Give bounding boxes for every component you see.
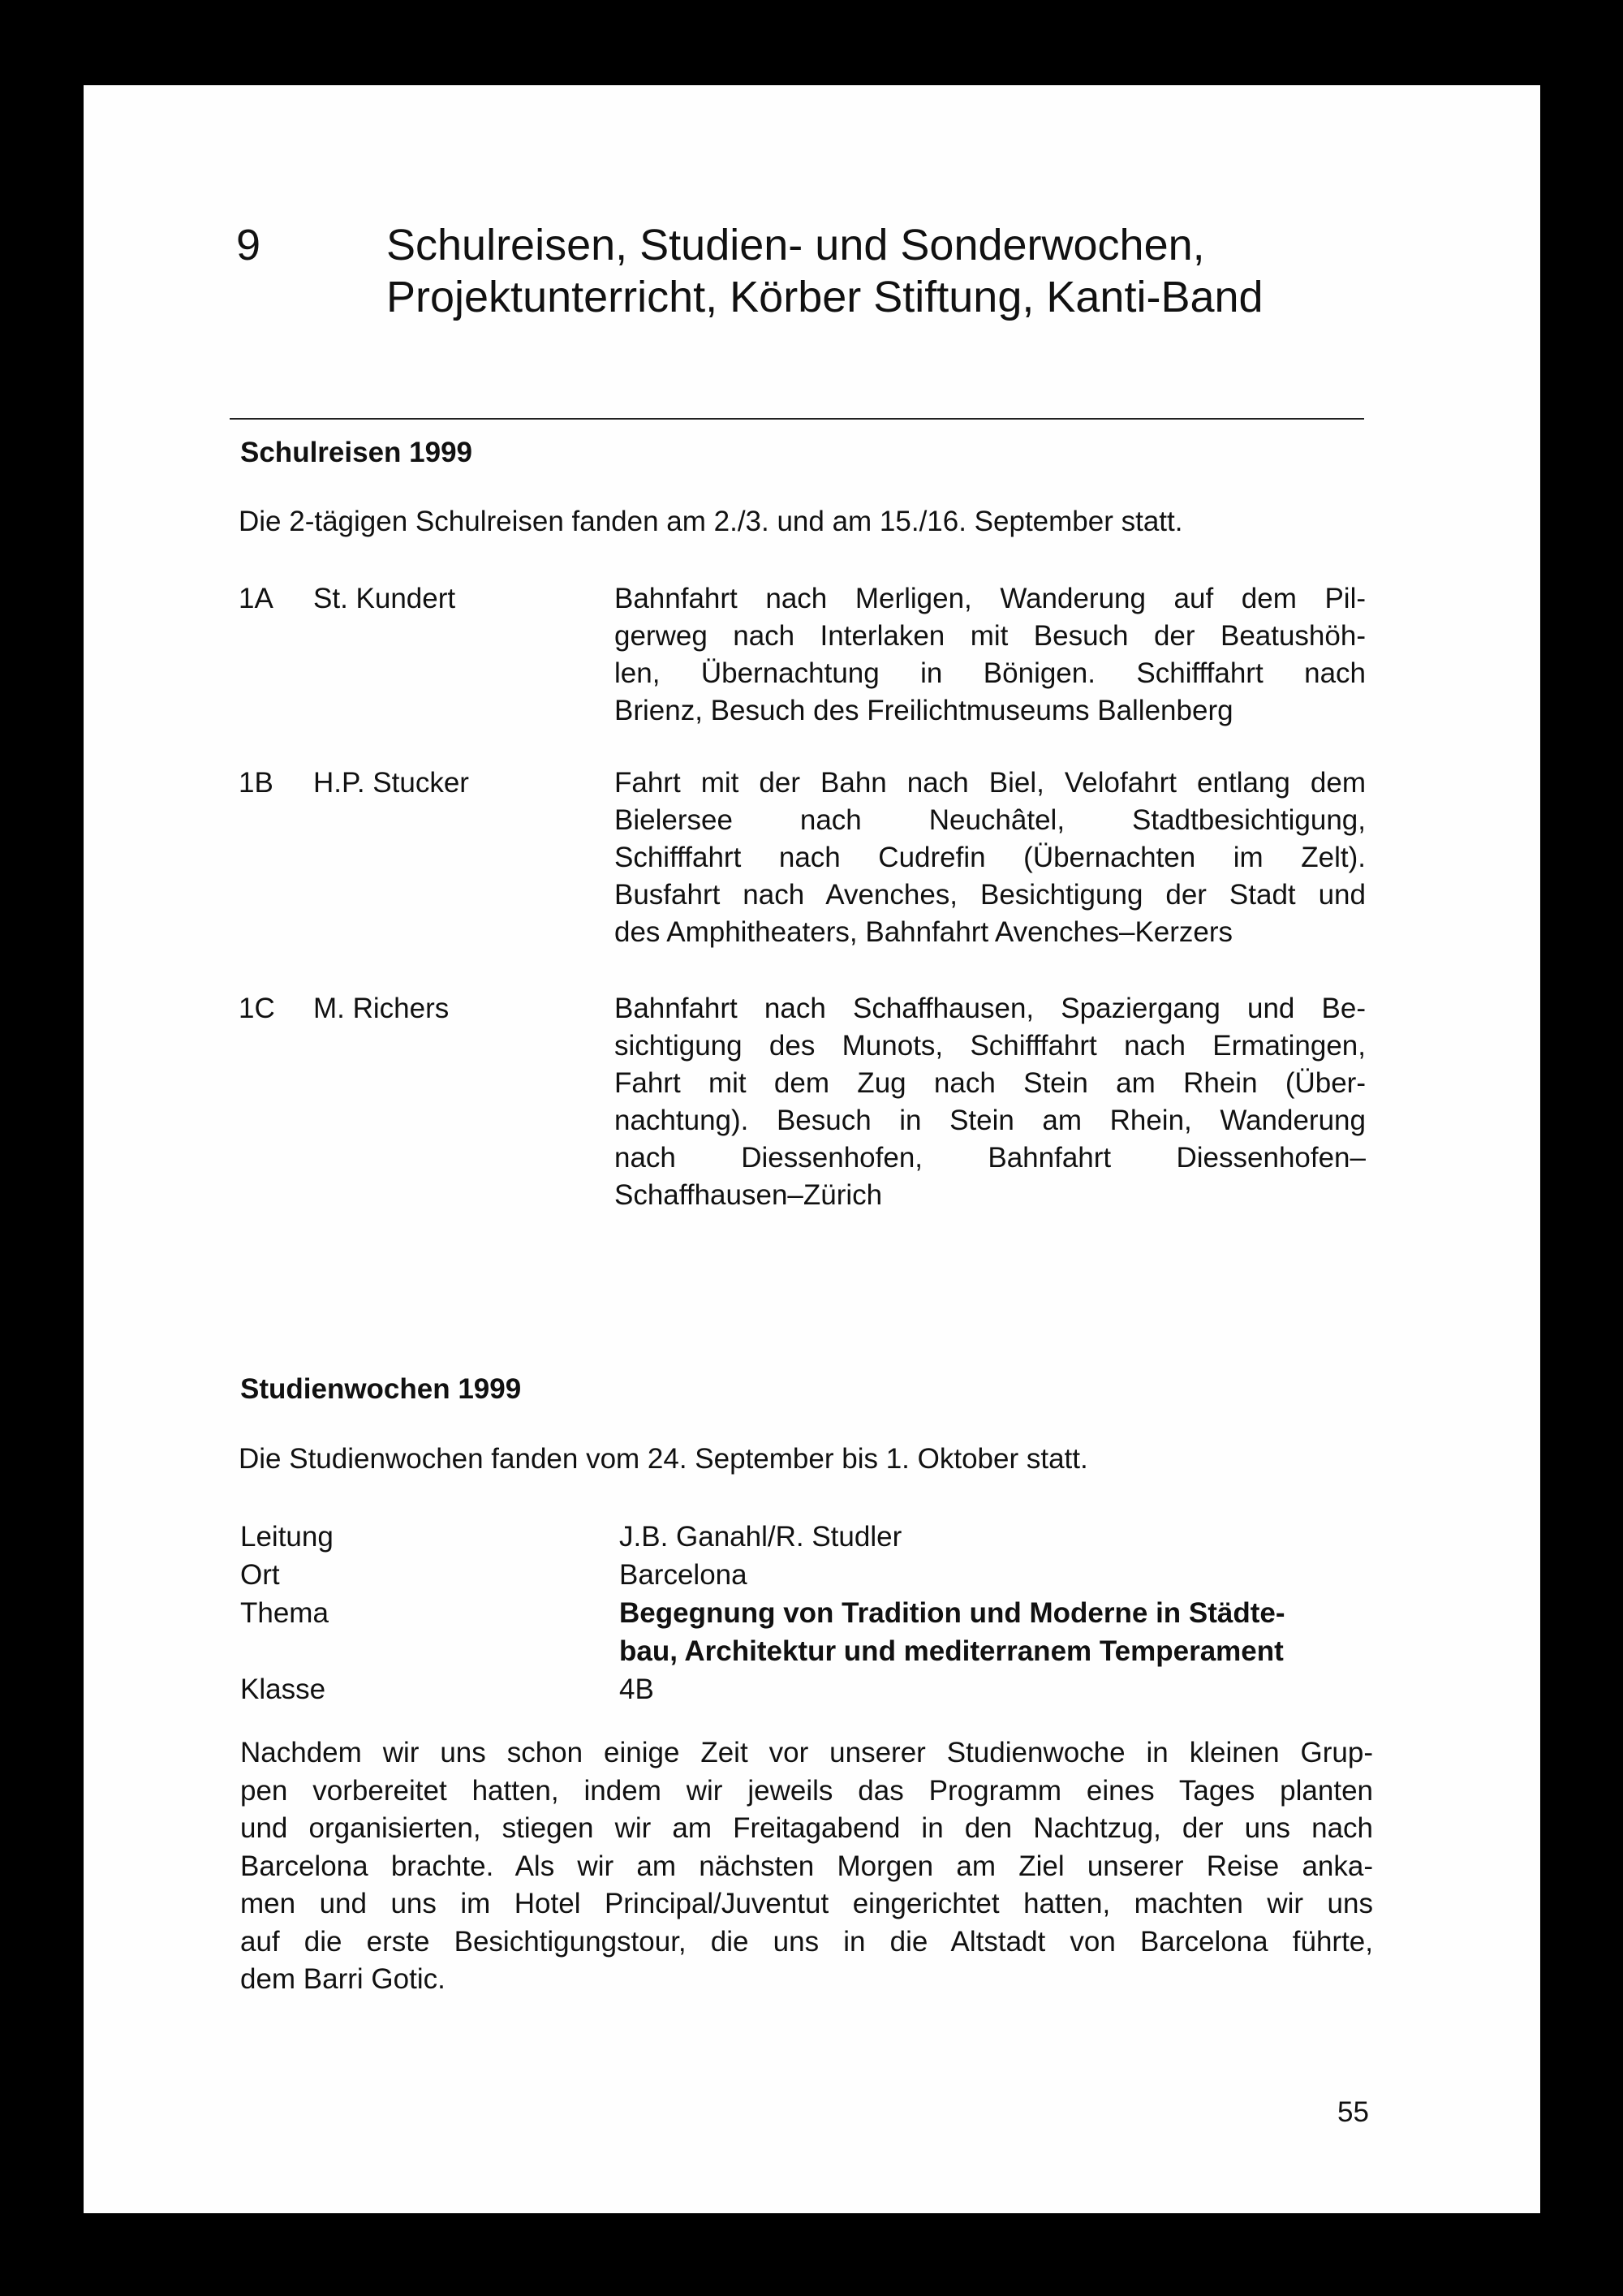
thema-line: Begegnung von Tradition und Moderne in Städte- [619,1597,1285,1629]
paragraph-line: und organisierten, stiegen wir am Freitagabend in den Nachtzug, der uns nach [240,1812,1373,1844]
description-line: des Amphitheaters, Bahnfahrt Avenches–Kerzers [614,916,1233,948]
chapter-title-line: Schulreisen, Studien- und Sonderwochen, [386,221,1205,269]
teacher-name: H.P. Stucker [313,767,469,799]
info-value: J.B. Ganahl/R. Studler [619,1521,902,1553]
info-row-ort [240,1556,1457,1594]
class-label: 1B [239,767,273,799]
paragraph-line: men und uns im Hotel Principal/Juventut eingerichtet hatten, machten wir uns [240,1888,1373,1919]
paragraph-line: dem Barri Gotic. [240,1963,446,1995]
studienwoche-info-table [240,1518,1457,1708]
paragraph-line: auf die erste Besichtigungstour, die uns in die Altstadt von Barcelona führte, [240,1925,1373,1958]
chapter-title-line: Projektunterricht, Körber Stiftung, Kanti-Band [386,273,1264,321]
thema-line: bau, Architektur und mediterranem Temperament [619,1635,1284,1667]
description-line: Fahrt mit dem Zug nach Stein am Rhein (Über- [614,1067,1366,1099]
teacher-name: St. Kundert [313,583,456,614]
paragraph-line: pen vorbereitet hatten, indem wir jeweils das Programm eines Tages planten [240,1774,1373,1807]
description-line: Fahrt mit der Bahn nach Biel, Velofahrt entlang dem [614,767,1366,799]
info-row-thema [240,1594,1457,1670]
teacher-name: M. Richers [313,993,450,1024]
info-label: Leitung [240,1521,334,1553]
description-line: nach Diessenhofen, Bahnfahrt Diessenhofen– [614,1142,1366,1174]
class-label: 1A [239,583,273,614]
chapter-number: 9 [236,221,261,269]
description-line: Bielersee nach Neuchâtel, Stadtbesichtigung, [614,804,1366,836]
paragraph-line: Barcelona brachte. Als wir am nächsten Morgen am Ziel unserer Reise anka- [240,1850,1373,1882]
chapter-title [386,219,1264,323]
info-value: Barcelona [619,1559,747,1591]
chapter-underline [230,418,1364,420]
description-line: gerweg nach Interlaken mit Besuch der Beatushöh- [614,620,1366,652]
info-label: Thema [240,1597,329,1629]
document-page [84,85,1540,2213]
info-row-leitung [240,1518,1457,1556]
description-line: Bahnfahrt nach Merligen, Wanderung auf dem Pil- [614,583,1366,614]
class-label: 1C [239,993,275,1024]
description-line: Bahnfahrt nach Schaffhausen, Spaziergang und Be- [614,993,1366,1024]
info-label: Klasse [240,1674,326,1705]
page-number: 55 [1337,2096,1369,2128]
info-label: Ort [240,1559,280,1591]
trip-description [614,990,1366,1214]
studienwoche-body-paragraph [240,1734,1373,1999]
description-line: len, Übernachtung in Bönigen. Schifffahrt nach [614,657,1366,689]
info-value [619,1594,1371,1670]
section-heading-studienwochen: Studienwochen 1999 [240,1373,522,1405]
studienwochen-intro: Die Studienwochen fanden vom 24. September bis 1. Oktober statt. [239,1443,1088,1475]
section-heading-schulreisen: Schulreisen 1999 [240,437,472,468]
info-row-klasse [240,1670,1457,1708]
schulreisen-intro: Die 2-tägigen Schulreisen fanden am 2./3. und am 15./16. September statt. [239,506,1183,537]
description-line: Schifffahrt nach Cudrefin (Übernachten im Zelt). [614,842,1366,873]
info-value: 4B [619,1674,654,1705]
trip-description [614,765,1366,951]
description-line: Schaffhausen–Zürich [614,1179,883,1211]
description-line: nachtung). Besuch in Stein am Rhein, Wanderung [614,1105,1366,1136]
trip-description [614,580,1366,730]
paragraph-line: Nachdem wir uns schon einige Zeit vor unserer Studienwoche in kleinen Grup- [240,1737,1373,1768]
description-line: Brienz, Besuch des Freilichtmuseums Ballenberg [614,695,1233,726]
description-line: Busfahrt nach Avenches, Besichtigung der Stadt und [614,879,1366,911]
description-line: sichtigung des Munots, Schifffahrt nach Ermatingen, [614,1030,1366,1062]
